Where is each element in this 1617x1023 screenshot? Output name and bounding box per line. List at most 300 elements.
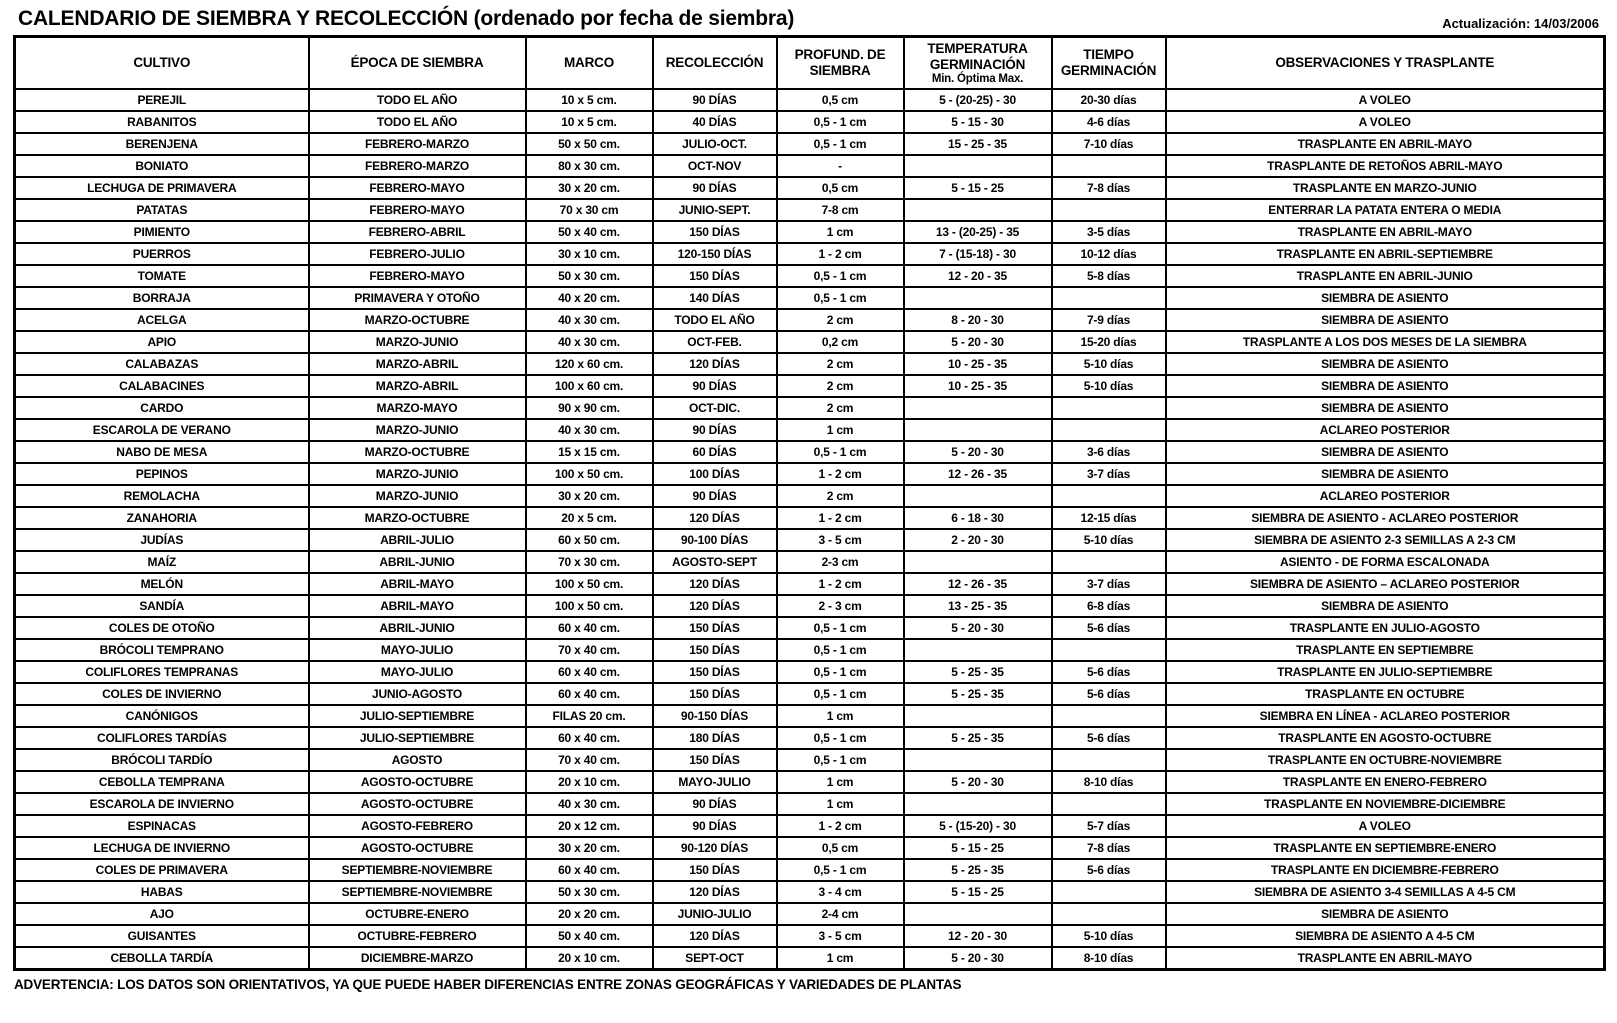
cell-cultivo: ZANAHORIA xyxy=(15,507,309,529)
cell-recoleccion: JUNIO-SEPT. xyxy=(653,199,777,221)
col-header-marco: MARCO xyxy=(526,37,653,90)
cell-cultivo: APIO xyxy=(15,331,309,353)
cell-observaciones: TRASPLANTE EN ABRIL-MAYO xyxy=(1166,947,1605,969)
cell-tiempo-germinacion xyxy=(1052,749,1166,771)
cell-marco: 60 x 40 cm. xyxy=(526,859,653,881)
cell-epoca-de-siembra: SEPTIEMBRE-NOVIEMBRE xyxy=(309,859,526,881)
cell-recoleccion: 90 DÍAS xyxy=(653,375,777,397)
cell-profundidad-de-siembra: 0,5 - 1 cm xyxy=(777,111,904,133)
cell-cultivo: BORRAJA xyxy=(15,287,309,309)
table-row xyxy=(15,595,1605,617)
cell-cultivo: BONIATO xyxy=(15,155,309,177)
cell-epoca-de-siembra: MAYO-JULIO xyxy=(309,639,526,661)
cell-epoca-de-siembra: ABRIL-MAYO xyxy=(309,573,526,595)
cell-epoca-de-siembra: TODO EL AÑO xyxy=(309,89,526,111)
cell-marco: 80 x 30 cm. xyxy=(526,155,653,177)
cell-recoleccion: TODO EL AÑO xyxy=(653,309,777,331)
cell-marco: 30 x 20 cm. xyxy=(526,485,653,507)
table-body xyxy=(15,89,1605,969)
cell-cultivo: ESCAROLA DE INVIERNO xyxy=(15,793,309,815)
cell-observaciones: TRASPLANTE DE RETOÑOS ABRIL-MAYO xyxy=(1166,155,1605,177)
table-row xyxy=(15,573,1605,595)
temperatura-subheader: Min. Óptima Max. xyxy=(931,72,1024,85)
col-header-cultivo: CULTIVO xyxy=(15,37,309,90)
cell-temperatura-germinacion: 12 - 20 - 30 xyxy=(904,925,1052,947)
cell-cultivo: COLIFLORES TEMPRANAS xyxy=(15,661,309,683)
cell-temperatura-germinacion: 5 - 20 - 30 xyxy=(904,331,1052,353)
cell-recoleccion: OCT-DIC. xyxy=(653,397,777,419)
cell-cultivo: SANDÍA xyxy=(15,595,309,617)
cell-marco: 40 x 30 cm. xyxy=(526,419,653,441)
cell-tiempo-germinacion: 5-7 días xyxy=(1052,815,1166,837)
cell-temperatura-germinacion xyxy=(904,639,1052,661)
cell-epoca-de-siembra: MARZO-OCTUBRE xyxy=(309,507,526,529)
cell-tiempo-germinacion: 5-6 días xyxy=(1052,683,1166,705)
cell-epoca-de-siembra: AGOSTO xyxy=(309,749,526,771)
cell-cultivo: COLES DE PRIMAVERA xyxy=(15,859,309,881)
cell-marco: 50 x 30 cm. xyxy=(526,265,653,287)
cell-temperatura-germinacion: 5 - 15 - 25 xyxy=(904,881,1052,903)
cell-profundidad-de-siembra: 1 cm xyxy=(777,705,904,727)
cell-recoleccion: 150 DÍAS xyxy=(653,617,777,639)
cell-marco: 60 x 40 cm. xyxy=(526,683,653,705)
cell-marco: 10 x 5 cm. xyxy=(526,111,653,133)
cell-epoca-de-siembra: JUNIO-AGOSTO xyxy=(309,683,526,705)
cell-observaciones: A VOLEO xyxy=(1166,815,1605,837)
cell-epoca-de-siembra: FEBRERO-MAYO xyxy=(309,265,526,287)
cell-epoca-de-siembra: ABRIL-JULIO xyxy=(309,529,526,551)
col-header-profundidad-de-siembra: PROFUND. DE SIEMBRA xyxy=(777,37,904,90)
cell-tiempo-germinacion: 12-15 días xyxy=(1052,507,1166,529)
cell-marco: 50 x 50 cm. xyxy=(526,133,653,155)
cell-marco: 30 x 20 cm. xyxy=(526,177,653,199)
cell-recoleccion: JUNIO-JULIO xyxy=(653,903,777,925)
cell-temperatura-germinacion xyxy=(904,705,1052,727)
cell-epoca-de-siembra: JULIO-SEPTIEMBRE xyxy=(309,727,526,749)
cell-observaciones: SIEMBRA DE ASIENTO – ACLAREO POSTERIOR xyxy=(1166,573,1605,595)
table-row xyxy=(15,199,1605,221)
cell-epoca-de-siembra: FEBRERO-MAYO xyxy=(309,177,526,199)
table-row xyxy=(15,947,1605,969)
cell-observaciones: SIEMBRA DE ASIENTO xyxy=(1166,903,1605,925)
cell-recoleccion: 120 DÍAS xyxy=(653,353,777,375)
table-row xyxy=(15,265,1605,287)
cell-temperatura-germinacion: 5 - 15 - 25 xyxy=(904,177,1052,199)
cell-epoca-de-siembra: FEBRERO-MARZO xyxy=(309,133,526,155)
cell-temperatura-germinacion: 15 - 25 - 35 xyxy=(904,133,1052,155)
cell-observaciones: TRASPLANTE EN JULIO-SEPTIEMBRE xyxy=(1166,661,1605,683)
cell-marco: 100 x 60 cm. xyxy=(526,375,653,397)
table-row xyxy=(15,507,1605,529)
cell-recoleccion: 40 DÍAS xyxy=(653,111,777,133)
cell-tiempo-germinacion xyxy=(1052,881,1166,903)
table-row xyxy=(15,155,1605,177)
table-row xyxy=(15,859,1605,881)
cell-recoleccion: OCT-NOV xyxy=(653,155,777,177)
cell-temperatura-germinacion: 5 - (20-25) - 30 xyxy=(904,89,1052,111)
cell-temperatura-germinacion: 8 - 20 - 30 xyxy=(904,309,1052,331)
table-row xyxy=(15,529,1605,551)
cell-tiempo-germinacion: 5-6 días xyxy=(1052,661,1166,683)
cell-observaciones: TRASPLANTE EN SEPTIEMBRE xyxy=(1166,639,1605,661)
cell-observaciones: SIEMBRA DE ASIENTO xyxy=(1166,353,1605,375)
cell-recoleccion: 150 DÍAS xyxy=(653,265,777,287)
cell-recoleccion: 150 DÍAS xyxy=(653,661,777,683)
cell-marco: 40 x 30 cm. xyxy=(526,331,653,353)
page-title: CALENDARIO DE SIEMBRA Y RECOLECCIÓN (ordenado por fecha de siembra) xyxy=(18,7,795,30)
cell-cultivo: PUERROS xyxy=(15,243,309,265)
cell-epoca-de-siembra: MARZO-JUNIO xyxy=(309,331,526,353)
cell-tiempo-germinacion: 5-8 días xyxy=(1052,265,1166,287)
table-row xyxy=(15,683,1605,705)
cell-tiempo-germinacion: 7-10 días xyxy=(1052,133,1166,155)
cell-tiempo-germinacion: 8-10 días xyxy=(1052,771,1166,793)
cell-observaciones: TRASPLANTE EN SEPTIEMBRE-ENERO xyxy=(1166,837,1605,859)
cell-cultivo: CANÓNIGOS xyxy=(15,705,309,727)
table-row xyxy=(15,485,1605,507)
table-row xyxy=(15,837,1605,859)
cell-profundidad-de-siembra: 2 - 3 cm xyxy=(777,595,904,617)
cell-cultivo: BRÓCOLI TARDÍO xyxy=(15,749,309,771)
cell-profundidad-de-siembra: 7-8 cm xyxy=(777,199,904,221)
cell-tiempo-germinacion: 20-30 días xyxy=(1052,89,1166,111)
cell-recoleccion: 90 DÍAS xyxy=(653,419,777,441)
cell-cultivo: BERENJENA xyxy=(15,133,309,155)
table-row xyxy=(15,639,1605,661)
cell-profundidad-de-siembra: 0,5 - 1 cm xyxy=(777,683,904,705)
cell-recoleccion: 120 DÍAS xyxy=(653,507,777,529)
cell-marco: 50 x 30 cm. xyxy=(526,881,653,903)
cell-tiempo-germinacion: 5-6 días xyxy=(1052,727,1166,749)
cell-observaciones: TRASPLANTE EN ABRIL-JUNIO xyxy=(1166,265,1605,287)
cell-observaciones: TRASPLANTE EN ABRIL-SEPTIEMBRE xyxy=(1166,243,1605,265)
table-row xyxy=(15,749,1605,771)
cell-temperatura-germinacion: 6 - 18 - 30 xyxy=(904,507,1052,529)
cell-cultivo: CEBOLLA TEMPRANA xyxy=(15,771,309,793)
cell-epoca-de-siembra: MARZO-ABRIL xyxy=(309,353,526,375)
cell-observaciones: SIEMBRA DE ASIENTO 3-4 SEMILLAS A 4-5 CM xyxy=(1166,881,1605,903)
cell-recoleccion: 120-150 DÍAS xyxy=(653,243,777,265)
cell-profundidad-de-siembra: 0,5 - 1 cm xyxy=(777,441,904,463)
cell-recoleccion: 150 DÍAS xyxy=(653,683,777,705)
cell-temperatura-germinacion: 5 - 15 - 30 xyxy=(904,111,1052,133)
table-row xyxy=(15,177,1605,199)
cell-profundidad-de-siembra: 3 - 5 cm xyxy=(777,925,904,947)
cell-cultivo: NABO DE MESA xyxy=(15,441,309,463)
cell-temperatura-germinacion: 5 - 15 - 25 xyxy=(904,837,1052,859)
cell-temperatura-germinacion xyxy=(904,419,1052,441)
cell-marco: 40 x 20 cm. xyxy=(526,287,653,309)
cell-recoleccion: 150 DÍAS xyxy=(653,749,777,771)
table-row xyxy=(15,221,1605,243)
cell-cultivo: COLIFLORES TARDÍAS xyxy=(15,727,309,749)
cell-marco: 40 x 30 cm. xyxy=(526,309,653,331)
col-header-temperatura-germinacion xyxy=(904,37,1052,90)
warning-note: ADVERTENCIA: LOS DATOS SON ORIENTATIVOS, YA QUE PUEDE HABER DIFERENCIAS ENTRE ZONAS GEOGRÁFICAS Y VARIEDADES DE PLANTAS xyxy=(14,976,962,992)
cell-recoleccion: AGOSTO-SEPT xyxy=(653,551,777,573)
cell-tiempo-germinacion: 5-10 días xyxy=(1052,375,1166,397)
cell-epoca-de-siembra: FEBRERO-ABRIL xyxy=(309,221,526,243)
cell-recoleccion: OCT-FEB. xyxy=(653,331,777,353)
table-row xyxy=(15,397,1605,419)
table-row xyxy=(15,881,1605,903)
cell-cultivo: JUDÍAS xyxy=(15,529,309,551)
cell-temperatura-germinacion: 5 - 20 - 30 xyxy=(904,617,1052,639)
cell-cultivo: COLES DE OTOÑO xyxy=(15,617,309,639)
table-row xyxy=(15,551,1605,573)
cell-profundidad-de-siembra: 0,5 - 1 cm xyxy=(777,133,904,155)
cell-temperatura-germinacion: 5 - 25 - 35 xyxy=(904,859,1052,881)
cell-epoca-de-siembra: MAYO-JULIO xyxy=(309,661,526,683)
cell-temperatura-germinacion: 7 - (15-18) - 30 xyxy=(904,243,1052,265)
cell-profundidad-de-siembra: 0,5 - 1 cm xyxy=(777,661,904,683)
cell-temperatura-germinacion xyxy=(904,485,1052,507)
table-row xyxy=(15,793,1605,815)
cell-observaciones: ASIENTO - DE FORMA ESCALONADA xyxy=(1166,551,1605,573)
cell-epoca-de-siembra: AGOSTO-FEBRERO xyxy=(309,815,526,837)
cell-tiempo-germinacion: 5-6 días xyxy=(1052,617,1166,639)
cell-profundidad-de-siembra: 2-4 cm xyxy=(777,903,904,925)
cell-temperatura-germinacion: 13 - (20-25) - 35 xyxy=(904,221,1052,243)
table-row xyxy=(15,133,1605,155)
cell-epoca-de-siembra: MARZO-JUNIO xyxy=(309,463,526,485)
cell-cultivo: TOMATE xyxy=(15,265,309,287)
cell-temperatura-germinacion: 12 - 20 - 35 xyxy=(904,265,1052,287)
cell-cultivo: MAÍZ xyxy=(15,551,309,573)
cell-recoleccion: JULIO-OCT. xyxy=(653,133,777,155)
cell-observaciones: SIEMBRA DE ASIENTO xyxy=(1166,309,1605,331)
cell-observaciones: ENTERRAR LA PATATA ENTERA O MEDIA xyxy=(1166,199,1605,221)
cell-recoleccion: 120 DÍAS xyxy=(653,573,777,595)
cell-tiempo-germinacion xyxy=(1052,793,1166,815)
table-row xyxy=(15,903,1605,925)
cell-marco: 60 x 40 cm. xyxy=(526,617,653,639)
cell-tiempo-germinacion: 8-10 días xyxy=(1052,947,1166,969)
table-row xyxy=(15,705,1605,727)
cell-epoca-de-siembra: MARZO-OCTUBRE xyxy=(309,441,526,463)
cell-tiempo-germinacion: 10-12 días xyxy=(1052,243,1166,265)
cell-epoca-de-siembra: AGOSTO-OCTUBRE xyxy=(309,837,526,859)
table-row xyxy=(15,815,1605,837)
cell-profundidad-de-siembra: 2 cm xyxy=(777,375,904,397)
cell-profundidad-de-siembra: 1 cm xyxy=(777,793,904,815)
cell-cultivo: REMOLACHA xyxy=(15,485,309,507)
temperatura-header-label: TEMPERATURA GERMINACIÓN xyxy=(927,40,1028,72)
cell-profundidad-de-siembra: 2 cm xyxy=(777,397,904,419)
cell-marco: FILAS 20 cm. xyxy=(526,705,653,727)
col-header-recoleccion: RECOLECCIÓN xyxy=(653,37,777,90)
cell-tiempo-germinacion: 5-6 días xyxy=(1052,859,1166,881)
cell-epoca-de-siembra: FEBRERO-MAYO xyxy=(309,199,526,221)
cell-observaciones: TRASPLANTE A LOS DOS MESES DE LA SIEMBRA xyxy=(1166,331,1605,353)
cell-tiempo-germinacion xyxy=(1052,485,1166,507)
cell-marco: 70 x 30 cm xyxy=(526,199,653,221)
cell-recoleccion: SEPT-OCT xyxy=(653,947,777,969)
cell-epoca-de-siembra: ABRIL-MAYO xyxy=(309,595,526,617)
cell-marco: 90 x 90 cm. xyxy=(526,397,653,419)
cell-cultivo: COLES DE INVIERNO xyxy=(15,683,309,705)
cell-cultivo: GUISANTES xyxy=(15,925,309,947)
cell-observaciones: A VOLEO xyxy=(1166,111,1605,133)
cell-tiempo-germinacion xyxy=(1052,155,1166,177)
cell-temperatura-germinacion xyxy=(904,199,1052,221)
cell-observaciones: A VOLEO xyxy=(1166,89,1605,111)
cell-profundidad-de-siembra: 0,5 cm xyxy=(777,837,904,859)
cell-marco: 50 x 40 cm. xyxy=(526,221,653,243)
cell-tiempo-germinacion: 5-10 días xyxy=(1052,353,1166,375)
cell-marco: 60 x 50 cm. xyxy=(526,529,653,551)
col-header-tiempo-germinacion: TIEMPO GERMINACIÓN xyxy=(1052,37,1166,90)
cell-observaciones: SIEMBRA DE ASIENTO xyxy=(1166,441,1605,463)
cell-marco: 20 x 5 cm. xyxy=(526,507,653,529)
cell-epoca-de-siembra: MARZO-MAYO xyxy=(309,397,526,419)
cell-profundidad-de-siembra: 1 cm xyxy=(777,419,904,441)
cell-cultivo: LECHUGA DE INVIERNO xyxy=(15,837,309,859)
table-row xyxy=(15,111,1605,133)
cell-temperatura-germinacion: 12 - 26 - 35 xyxy=(904,463,1052,485)
cell-temperatura-germinacion: 5 - 25 - 35 xyxy=(904,683,1052,705)
cell-epoca-de-siembra: OCTUBRE-ENERO xyxy=(309,903,526,925)
table-row xyxy=(15,287,1605,309)
cell-cultivo: LECHUGA DE PRIMAVERA xyxy=(15,177,309,199)
cell-temperatura-germinacion xyxy=(904,551,1052,573)
table-row xyxy=(15,661,1605,683)
cell-cultivo: CARDO xyxy=(15,397,309,419)
cell-temperatura-germinacion: 5 - 20 - 30 xyxy=(904,441,1052,463)
cell-temperatura-germinacion: 10 - 25 - 35 xyxy=(904,375,1052,397)
cell-observaciones: SIEMBRA DE ASIENTO xyxy=(1166,595,1605,617)
cell-tiempo-germinacion: 3-7 días xyxy=(1052,463,1166,485)
cell-cultivo: RABANITOS xyxy=(15,111,309,133)
cell-recoleccion: 90 DÍAS xyxy=(653,89,777,111)
cell-tiempo-germinacion xyxy=(1052,419,1166,441)
cell-profundidad-de-siembra: 3 - 5 cm xyxy=(777,529,904,551)
cell-recoleccion: 90 DÍAS xyxy=(653,793,777,815)
cell-cultivo: AJO xyxy=(15,903,309,925)
table-row xyxy=(15,419,1605,441)
cell-recoleccion: 180 DÍAS xyxy=(653,727,777,749)
cell-tiempo-germinacion xyxy=(1052,551,1166,573)
cell-profundidad-de-siembra: 1 - 2 cm xyxy=(777,243,904,265)
table-row xyxy=(15,463,1605,485)
cell-tiempo-germinacion: 7-8 días xyxy=(1052,177,1166,199)
header-row xyxy=(15,37,1605,90)
cell-temperatura-germinacion: 5 - 20 - 30 xyxy=(904,947,1052,969)
cell-recoleccion: 100 DÍAS xyxy=(653,463,777,485)
cell-epoca-de-siembra: ABRIL-JUNIO xyxy=(309,551,526,573)
planting-calendar-table xyxy=(13,35,1606,971)
cell-profundidad-de-siembra: 0,5 - 1 cm xyxy=(777,639,904,661)
cell-profundidad-de-siembra: - xyxy=(777,155,904,177)
cell-recoleccion: 150 DÍAS xyxy=(653,221,777,243)
cell-recoleccion: MAYO-JULIO xyxy=(653,771,777,793)
cell-tiempo-germinacion: 6-8 días xyxy=(1052,595,1166,617)
cell-marco: 100 x 50 cm. xyxy=(526,463,653,485)
cell-epoca-de-siembra: FEBRERO-JULIO xyxy=(309,243,526,265)
cell-profundidad-de-siembra: 0,2 cm xyxy=(777,331,904,353)
table-row xyxy=(15,441,1605,463)
cell-recoleccion: 90-150 DÍAS xyxy=(653,705,777,727)
cell-marco: 100 x 50 cm. xyxy=(526,595,653,617)
cell-marco: 20 x 10 cm. xyxy=(526,771,653,793)
cell-marco: 50 x 40 cm. xyxy=(526,925,653,947)
table-row xyxy=(15,89,1605,111)
cell-temperatura-germinacion xyxy=(904,749,1052,771)
cell-temperatura-germinacion: 5 - 20 - 30 xyxy=(904,771,1052,793)
cell-epoca-de-siembra: MARZO-OCTUBRE xyxy=(309,309,526,331)
cell-marco: 20 x 20 cm. xyxy=(526,903,653,925)
cell-profundidad-de-siembra: 2 cm xyxy=(777,309,904,331)
cell-recoleccion: 90 DÍAS xyxy=(653,485,777,507)
cell-temperatura-germinacion: 5 - 25 - 35 xyxy=(904,727,1052,749)
cell-recoleccion: 90 DÍAS xyxy=(653,815,777,837)
table-row xyxy=(15,771,1605,793)
cell-tiempo-germinacion: 7-8 días xyxy=(1052,837,1166,859)
cell-observaciones: TRASPLANTE EN AGOSTO-OCTUBRE xyxy=(1166,727,1605,749)
cell-tiempo-germinacion: 5-10 días xyxy=(1052,925,1166,947)
cell-epoca-de-siembra: SEPTIEMBRE-NOVIEMBRE xyxy=(309,881,526,903)
cell-cultivo: PEPINOS xyxy=(15,463,309,485)
cell-temperatura-germinacion xyxy=(904,397,1052,419)
cell-temperatura-germinacion: 13 - 25 - 35 xyxy=(904,595,1052,617)
cell-profundidad-de-siembra: 1 - 2 cm xyxy=(777,815,904,837)
cell-tiempo-germinacion: 7-9 días xyxy=(1052,309,1166,331)
cell-tiempo-germinacion xyxy=(1052,397,1166,419)
cell-profundidad-de-siembra: 2-3 cm xyxy=(777,551,904,573)
cell-temperatura-germinacion: 12 - 26 - 35 xyxy=(904,573,1052,595)
cell-profundidad-de-siembra: 1 cm xyxy=(777,221,904,243)
cell-profundidad-de-siembra: 0,5 - 1 cm xyxy=(777,727,904,749)
col-header-epoca-de-siembra: ÉPOCA DE SIEMBRA xyxy=(309,37,526,90)
cell-marco: 60 x 40 cm. xyxy=(526,661,653,683)
table-row xyxy=(15,309,1605,331)
cell-observaciones: TRASPLANTE EN OCTUBRE xyxy=(1166,683,1605,705)
cell-profundidad-de-siembra: 2 cm xyxy=(777,485,904,507)
cell-temperatura-germinacion: 2 - 20 - 30 xyxy=(904,529,1052,551)
cell-profundidad-de-siembra: 1 cm xyxy=(777,947,904,969)
cell-tiempo-germinacion xyxy=(1052,903,1166,925)
cell-profundidad-de-siembra: 1 - 2 cm xyxy=(777,463,904,485)
cell-tiempo-germinacion xyxy=(1052,199,1166,221)
cell-tiempo-germinacion: 4-6 días xyxy=(1052,111,1166,133)
cell-observaciones: ACLAREO POSTERIOR xyxy=(1166,419,1605,441)
cell-tiempo-germinacion xyxy=(1052,639,1166,661)
cell-observaciones: SIEMBRA EN LÍNEA - ACLAREO POSTERIOR xyxy=(1166,705,1605,727)
cell-epoca-de-siembra: ABRIL-JUNIO xyxy=(309,617,526,639)
cell-cultivo: MELÓN xyxy=(15,573,309,595)
cell-marco: 10 x 5 cm. xyxy=(526,89,653,111)
cell-temperatura-germinacion: 5 - (15-20) - 30 xyxy=(904,815,1052,837)
cell-profundidad-de-siembra: 0,5 cm xyxy=(777,89,904,111)
cell-recoleccion: 120 DÍAS xyxy=(653,925,777,947)
cell-epoca-de-siembra: TODO EL AÑO xyxy=(309,111,526,133)
cell-profundidad-de-siembra: 0,5 - 1 cm xyxy=(777,265,904,287)
table-row xyxy=(15,331,1605,353)
cell-observaciones: SIEMBRA DE ASIENTO 2-3 SEMILLAS A 2-3 CM xyxy=(1166,529,1605,551)
cell-observaciones: TRASPLANTE EN OCTUBRE-NOVIEMBRE xyxy=(1166,749,1605,771)
cell-marco: 70 x 30 cm. xyxy=(526,551,653,573)
cell-profundidad-de-siembra: 3 - 4 cm xyxy=(777,881,904,903)
cell-observaciones: SIEMBRA DE ASIENTO xyxy=(1166,287,1605,309)
cell-recoleccion: 140 DÍAS xyxy=(653,287,777,309)
cell-recoleccion: 150 DÍAS xyxy=(653,859,777,881)
cell-cultivo: PEREJIL xyxy=(15,89,309,111)
cell-marco: 15 x 15 cm. xyxy=(526,441,653,463)
cell-temperatura-germinacion: 10 - 25 - 35 xyxy=(904,353,1052,375)
cell-profundidad-de-siembra: 0,5 - 1 cm xyxy=(777,617,904,639)
cell-observaciones: TRASPLANTE EN MARZO-JUNIO xyxy=(1166,177,1605,199)
cell-epoca-de-siembra: OCTUBRE-FEBRERO xyxy=(309,925,526,947)
